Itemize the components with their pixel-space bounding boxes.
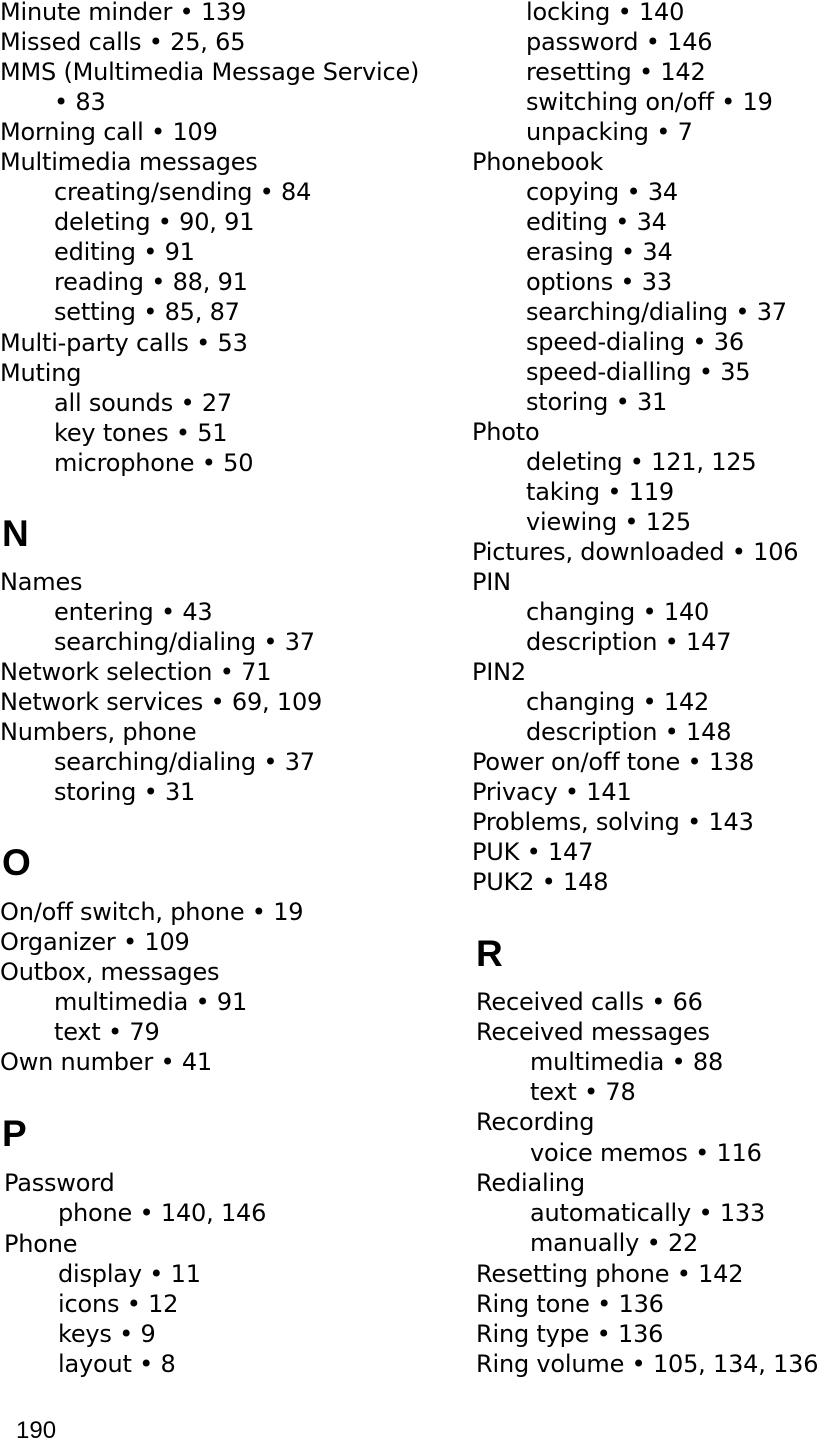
index-subentry: creating/sending • 84 bbox=[54, 178, 312, 206]
index-subentry: searching/dialing • 37 bbox=[54, 628, 315, 656]
index-entry: PUK • 147 bbox=[472, 838, 594, 866]
index-entry: Redialing bbox=[476, 1169, 585, 1197]
index-entry: Privacy • 141 bbox=[472, 778, 632, 806]
index-subentry: description • 147 bbox=[526, 628, 732, 656]
index-subentry: phone • 140, 146 bbox=[58, 1199, 267, 1227]
index-entry: PUK2 • 148 bbox=[472, 868, 609, 896]
index-entry-continuation: • 83 bbox=[54, 88, 106, 116]
index-subentry: switching on/off • 19 bbox=[526, 88, 773, 116]
index-entry: Multi-party calls • 53 bbox=[0, 329, 248, 357]
index-entry: Multimedia messages bbox=[0, 148, 258, 176]
index-entry: PIN2 bbox=[472, 658, 526, 686]
index-entry: Received messages bbox=[476, 1018, 710, 1046]
index-subentry: copying • 34 bbox=[526, 178, 678, 206]
section-letter-p: P bbox=[2, 1113, 27, 1154]
index-subentry: key tones • 51 bbox=[54, 419, 228, 447]
index-subentry: editing • 91 bbox=[54, 238, 195, 266]
index-entry: Recording bbox=[476, 1108, 595, 1136]
index-subentry: speed-dialing • 36 bbox=[526, 328, 744, 356]
index-subentry: manually • 22 bbox=[530, 1229, 699, 1257]
index-entry: Numbers, phone bbox=[0, 718, 197, 746]
index-entry: Resetting phone • 142 bbox=[476, 1260, 744, 1288]
index-subentry: entering • 43 bbox=[54, 598, 213, 626]
index-subentry: editing • 34 bbox=[526, 208, 667, 236]
index-entry: Power on/off tone • 138 bbox=[472, 748, 755, 776]
index-entry: Phonebook bbox=[472, 148, 604, 176]
index-entry: Names bbox=[0, 568, 83, 596]
index-entry: Own number • 41 bbox=[0, 1048, 212, 1076]
index-subentry: multimedia • 91 bbox=[54, 988, 248, 1016]
index-entry: Ring volume • 105, 134, 136 bbox=[476, 1350, 819, 1378]
index-subentry: storing • 31 bbox=[54, 778, 196, 806]
index-subentry: reading • 88, 91 bbox=[54, 268, 248, 296]
index-subentry: viewing • 125 bbox=[526, 508, 692, 536]
page-number: 190 bbox=[16, 1417, 57, 1444]
index-subentry: display • 11 bbox=[58, 1260, 201, 1288]
index-subentry: resetting • 142 bbox=[526, 58, 706, 86]
index-subentry: automatically • 133 bbox=[530, 1199, 766, 1227]
index-subentry: searching/dialing • 37 bbox=[54, 748, 315, 776]
index-subentry: all sounds • 27 bbox=[54, 389, 232, 417]
index-subentry: icons • 12 bbox=[58, 1290, 179, 1318]
index-entry: Password bbox=[4, 1169, 115, 1197]
index-subentry: changing • 142 bbox=[526, 688, 710, 716]
index-entry: Ring type • 136 bbox=[476, 1320, 664, 1348]
index-entry: Pictures, downloaded • 106 bbox=[472, 538, 799, 566]
index-subentry: microphone • 50 bbox=[54, 449, 254, 477]
index-subentry: text • 78 bbox=[530, 1078, 636, 1106]
index-subentry: searching/dialing • 37 bbox=[526, 298, 787, 326]
index-subentry: storing • 31 bbox=[526, 388, 668, 416]
index-subentry: locking • 140 bbox=[526, 0, 685, 26]
index-entry: Organizer • 109 bbox=[0, 928, 190, 956]
index-subentry: setting • 85, 87 bbox=[54, 298, 240, 326]
index-subentry: layout • 8 bbox=[58, 1350, 176, 1378]
index-entry: Missed calls • 25, 65 bbox=[0, 28, 246, 56]
index-entry: PIN bbox=[472, 568, 511, 596]
index-entry: Outbox, messages bbox=[0, 958, 220, 986]
index-subentry: text • 79 bbox=[54, 1018, 160, 1046]
index-entry: Received calls • 66 bbox=[476, 988, 703, 1016]
index-entry: Problems, solving • 143 bbox=[472, 808, 754, 836]
index-entry: Phone bbox=[4, 1230, 78, 1258]
index-entry: Morning call • 109 bbox=[0, 118, 218, 146]
index-subentry: unpacking • 7 bbox=[526, 118, 693, 146]
index-subentry: multimedia • 88 bbox=[530, 1048, 724, 1076]
index-entry: Minute minder • 139 bbox=[0, 0, 247, 26]
index-subentry: deleting • 90, 91 bbox=[54, 208, 255, 236]
index-subentry: description • 148 bbox=[526, 718, 732, 746]
index-entry: Photo bbox=[472, 418, 540, 446]
index-entry: Network services • 69, 109 bbox=[0, 688, 323, 716]
section-letter-n: N bbox=[2, 513, 29, 554]
index-subentry: deleting • 121, 125 bbox=[526, 448, 757, 476]
index-subentry: options • 33 bbox=[526, 268, 672, 296]
index-subentry: speed-dialling • 35 bbox=[526, 358, 751, 386]
index-entry: MMS (Multimedia Message Service) bbox=[0, 58, 420, 86]
index-entry: On/off switch, phone • 19 bbox=[0, 898, 304, 926]
index-subentry: voice memos • 116 bbox=[530, 1139, 762, 1167]
index-subentry: changing • 140 bbox=[526, 598, 710, 626]
index-entry: Ring tone • 136 bbox=[476, 1290, 664, 1318]
index-entry: Muting bbox=[0, 359, 82, 387]
index-subentry: keys • 9 bbox=[58, 1320, 156, 1348]
index-subentry: password • 146 bbox=[526, 28, 713, 56]
index-subentry: erasing • 34 bbox=[526, 238, 673, 266]
section-letter-r: R bbox=[476, 933, 503, 974]
index-subentry: taking • 119 bbox=[526, 478, 674, 506]
index-entry: Network selection • 71 bbox=[0, 658, 272, 686]
section-letter-o: O bbox=[2, 842, 31, 883]
